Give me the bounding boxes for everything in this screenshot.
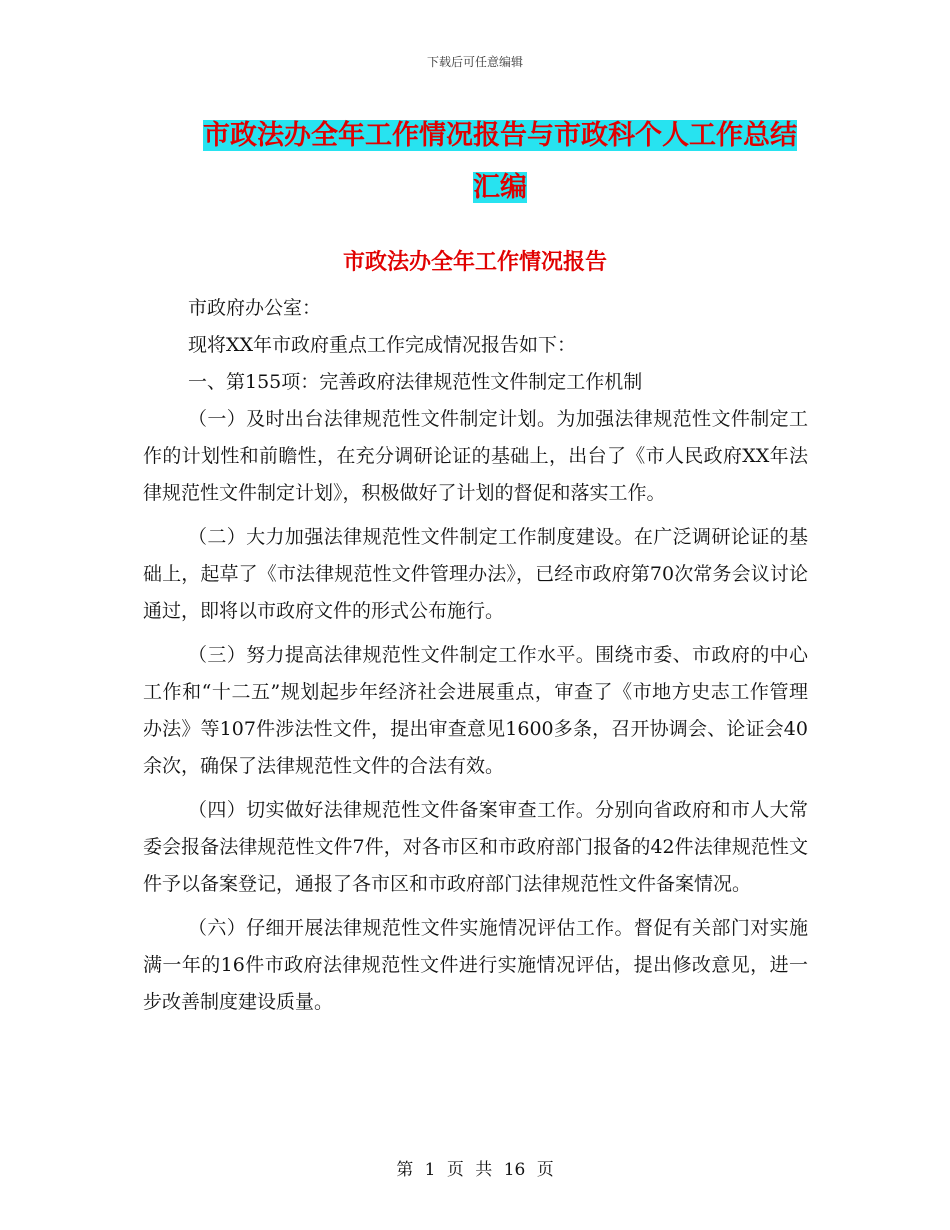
page-number-footer: 第 1 页 共 16 页 [396,1160,554,1180]
intro-line: 现将XX年市政府重点工作完成情况报告如下： [188,334,577,356]
header-note: 下载后可任意编辑 [426,55,523,69]
item-heading: 一、第155项：完善政府法律规范性文件制定工作机制 [188,371,643,393]
document-body [143,290,808,1028]
salutation: 市政府办公室： [188,297,322,319]
document-title [190,110,810,214]
section-title: 市政法办全年工作情况报告 [342,250,607,275]
document-title-highlight: 市政法办全年工作情况报告与市政科个人工作总结汇编 [203,120,797,203]
paragraph-2: （二）大力加强法律规范性文件制定工作制度建设。在广泛调研论证的基础上，起草了《市法律规范性文件管理办法》，已经市政府第70次常务会议讨论通过，即将以市政府文件的形式公布施行。 [143,526,808,622]
paragraph-1: （一）及时出台法律规范性文件制定计划。为加强法律规范性文件制定工作的计划性和前瞻性，在充分调研论证的基础上，出台了《市人民政府XX年法律规范性文件制定计划》，积极做好了计划的督促和落实工作。 [143,408,808,504]
paragraph-6: （六）仔细开展法律规范性文件实施情况评估工作。督促有关部门对实施满一年的16件市政府法律规范性文件进行实施情况评估，提出修改意见，进一步改善制度建设质量。 [143,917,808,1013]
paragraph-3: （三）努力提高法律规范性文件制定工作水平。围绕市委、市政府的中心工作和“十二五”规划起步年经济社会进展重点，审查了《市地方史志工作管理办法》等107件涉法性文件，提出审查意见1600多条，召开协调会、论证会40余次，确保了法律规范性文件的合法有效。 [143,644,808,777]
paragraph-4: （四）切实做好法律规范性文件备案审查工作。分别向省政府和市人大常委会报备法律规范性文件7件，对各市区和市政府部门报备的42件法律规范性文件予以备案登记，通报了各市区和市政府部门法律规范性文件备案情况。 [143,799,808,895]
